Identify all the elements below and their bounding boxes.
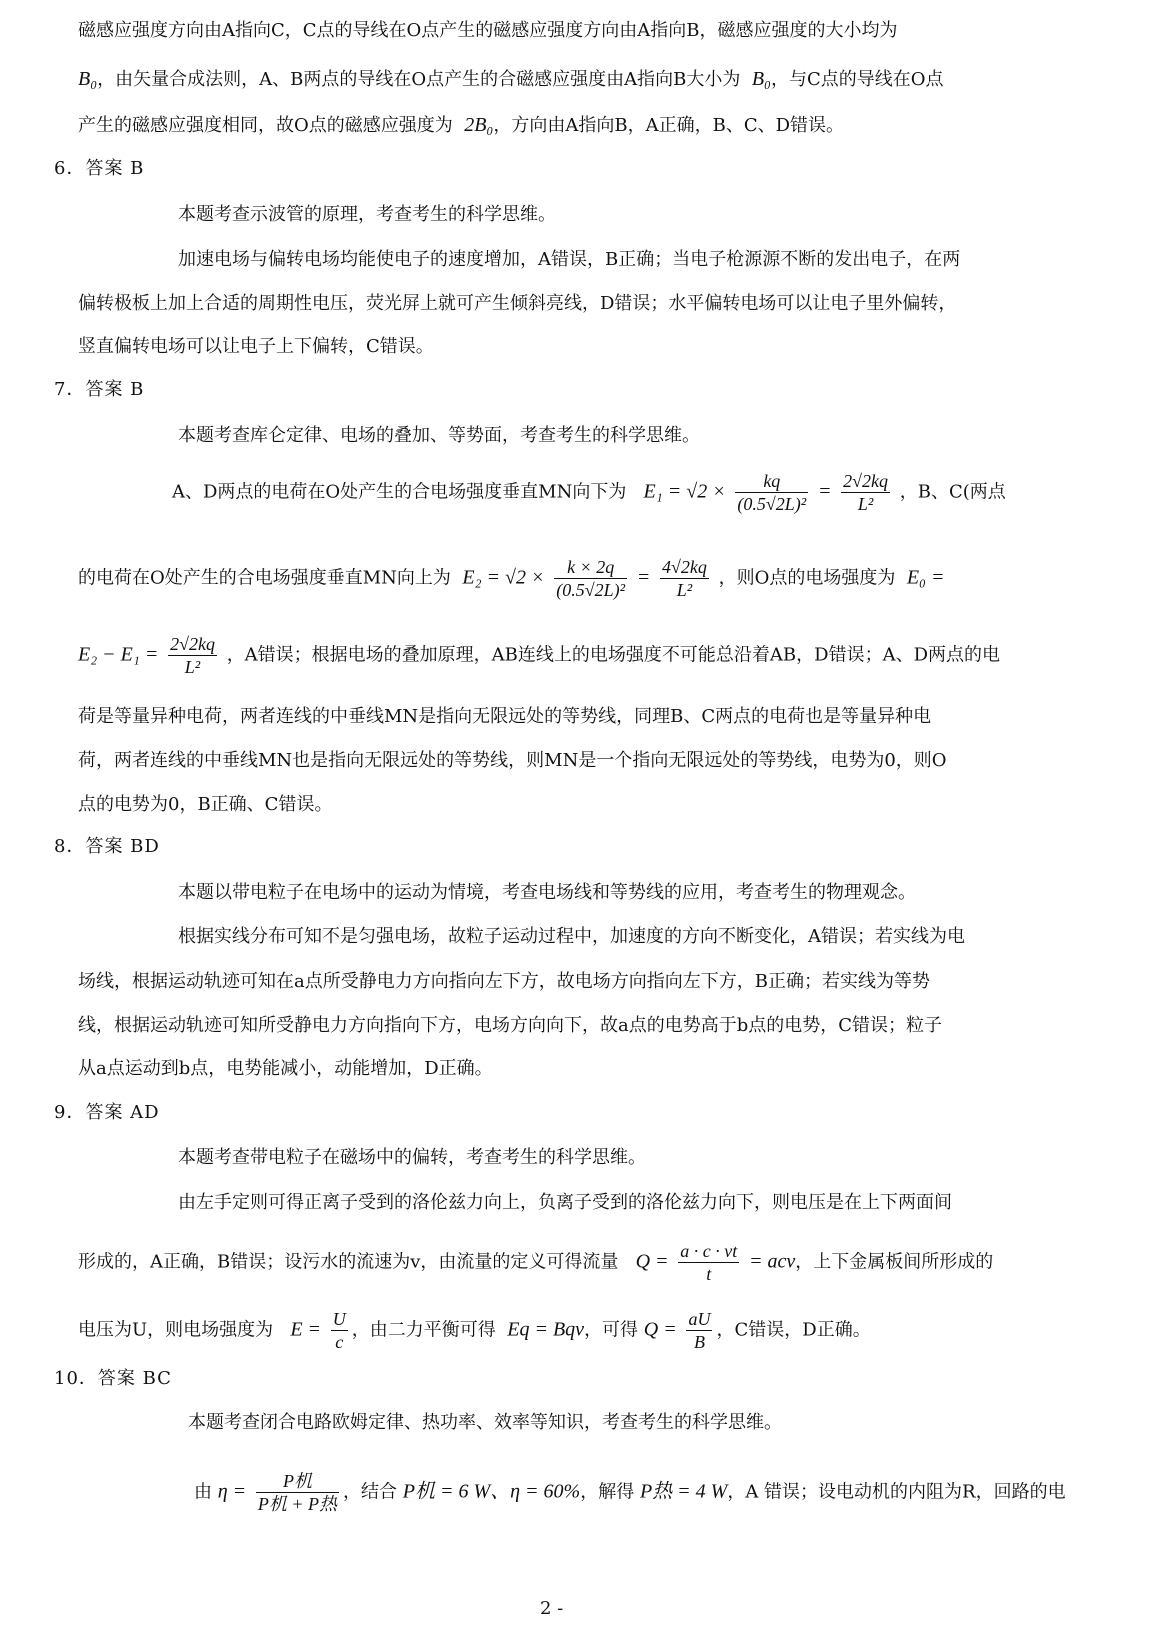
text-line: 由 η = $\frac{\text{P机}}{\text{P机 + P热}}$ ，结合 P机 = 6 W、η = 60%，解得 P热 = 4 W，A 错误；设电动机的内阻为R，回路的电 <box>194 1471 1066 1514</box>
text-line: 本题考查示波管的原理，考查考生的科学思维。 <box>178 204 556 225</box>
formula-Eq: Eq = Bqv <box>507 1318 585 1341</box>
text-line: 由左手定则可得正离子受到的洛伦兹力向上，负离子受到的洛伦兹力向下，则电压是在上下两面间 <box>178 1192 952 1213</box>
formula-Q2: Q = <box>643 1318 677 1341</box>
answer-9: 9．答案 AD <box>54 1102 160 1123</box>
formula-E2: E₂ = √2 × <box>462 566 545 589</box>
text-line: 加速电场与偏转电场均能使电子的速度增加，A错误，B正确；当电子枪源源不断的发出电子，在两 <box>178 249 961 270</box>
text-line: 从a点运动到b点，电势能减小，动能增加，D正确。 <box>78 1058 493 1079</box>
text-line: A、D两点的电荷在O处产生的合电场强度垂直MN向下为 E₁ = √2 × $\frac{kq}{\text{(0.5√2L)²}}$ = $\frac{2√2kq}{\text{L²}}$ ，B、C(两点 <box>172 471 1006 514</box>
fraction: $\frac{aU}{B}$ <box>688 1309 711 1352</box>
text-line: 本题以带电粒子在电场中的运动为情境，考查电场线和等势线的应用，考查考生的物理观念。 <box>178 882 916 903</box>
fraction: $\frac{U}{c}$ <box>332 1309 346 1352</box>
text-line: 竖直偏转电场可以让电子上下偏转，C错误。 <box>78 336 434 357</box>
formula-2B0: 2B₀ <box>464 114 494 136</box>
page-number: 2 - <box>540 1598 564 1619</box>
text-line: 根据实线分布可知不是匀强电场，故粒子运动过程中，加速度的方向不断变化，A错误；若实线为电 <box>178 926 965 947</box>
answer-10: 10．答案 BC <box>54 1368 172 1389</box>
formula-E1: E₁ = √2 × <box>643 480 726 503</box>
text-line: 电压为U，则电场强度为 E = $\frac{U}{c}$ ，由二力平衡可得 Eq = Bqv，可得 Q = $\frac{aU}{B}$ ，C错误，D正确。 <box>78 1309 871 1352</box>
text-line: E₂ − E₁ = $\frac{2√2kq}{\text{L²}}$ ，A错误；根据电场的叠加原理，AB连线上的电场强度不可能总沿着AB，D错误；A、D两点的电 <box>78 634 1000 677</box>
text-line: 偏转极板上加上合适的周期性电压，荧光屏上就可产生倾斜亮线，D错误；水平偏转电场可以让电子里外偏转， <box>78 293 957 314</box>
formula-E2-E1: E₂ − E₁ = <box>78 643 159 666</box>
fraction: $\frac{a \cdot c \cdot vt}{t}$ <box>680 1241 738 1284</box>
text-line: 荷，两者连线的中垂线MN也是指向无限远处的等势线，则MN是一个指向无限远处的等势线，电势为0，则O <box>78 750 947 771</box>
formula-B0: B₀ <box>78 68 98 90</box>
formula-E0: E₀ = <box>906 566 945 589</box>
text-line: 形成的，A正确，B错误；设污水的流速为v，由流量的定义可得流量 Q = $\frac{a \cdot c \cdot vt}{t}$ = acv，上下金属板间所形成的 <box>78 1241 994 1284</box>
text-line: B₀，由矢量合成法则，A、B两点的导线在O点产生的合磁感应强度由A指向B大小为 B₀，与C点的导线在O点 <box>78 68 944 90</box>
text-line: 点的电势为0，B正确、C错误。 <box>78 794 333 815</box>
formula-P: P机 = 6 W、η = 60% <box>402 1480 581 1503</box>
text-line: 荷是等量异种电荷，两者连线的中垂线MN是指向无限远处的等势线，同理B、C两点的电荷也是等量异种电 <box>78 706 932 727</box>
fraction: $\frac{\text{P机}}{\text{P机 + P热}}$ <box>257 1471 338 1514</box>
text-line: 本题考查带电粒子在磁场中的偏转，考查考生的科学思维。 <box>178 1147 646 1168</box>
formula-eta: η = <box>217 1480 247 1503</box>
text-line: 产生的磁感应强度相同，故O点的磁感应强度为 2B₀，方向由A指向B，A正确，B、C、D错误。 <box>78 114 845 136</box>
fraction: $\frac{k \times 2q}{\text{(0.5√2L)²}}$ <box>556 557 626 600</box>
fraction: $\frac{4√2kq}{\text{L²}}$ <box>662 557 707 600</box>
answer-8: 8．答案 BD <box>54 836 160 857</box>
text-line: 本题考查库仑定律、电场的叠加、等势面，考查考生的科学思维。 <box>178 425 700 446</box>
formula-E: E = <box>290 1318 322 1341</box>
text-line: 本题考查闭合电路欧姆定律、热功率、效率等知识，考查考生的科学思维。 <box>188 1412 782 1433</box>
formula-B0: B₀ <box>751 68 772 90</box>
fraction: $\frac{kq}{\text{(0.5√2L)²}}$ <box>737 471 807 514</box>
text-line: 磁感应强度方向由A指向C，C点的导线在O点产生的磁感应强度方向由A指向B，磁感应强度的大小均为 <box>78 20 898 41</box>
fraction: $\frac{2√2kq}{\text{L²}}$ <box>843 471 889 514</box>
text-line: 场线，根据运动轨迹可知在a点所受静电力方向指向左下方，故电场方向指向左下方，B正确；若实线为等势 <box>78 971 930 992</box>
answer-6: 6．答案 B <box>54 158 145 179</box>
answer-7: 7．答案 B <box>54 379 145 400</box>
formula-Pr: P热 = 4 W <box>639 1480 728 1503</box>
formula-Q: Q = <box>635 1250 669 1273</box>
text-line: 的电荷在O处产生的合电场强度垂直MN向上为 E₂ = √2 × $\frac{k \times 2q}{\text{(0.5√2L)²}}$ = $\frac{4√2kq}{\text{L²}}$ ，则O点的电场强度为 E₀ = <box>78 557 945 600</box>
text-line: 线，根据运动轨迹可知所受静电力方向指向下方，电场方向向下，故a点的电势高于b点的电势，C错误；粒子 <box>78 1015 943 1036</box>
fraction: $\frac{2√2kq}{\text{L²}}$ <box>170 634 215 677</box>
